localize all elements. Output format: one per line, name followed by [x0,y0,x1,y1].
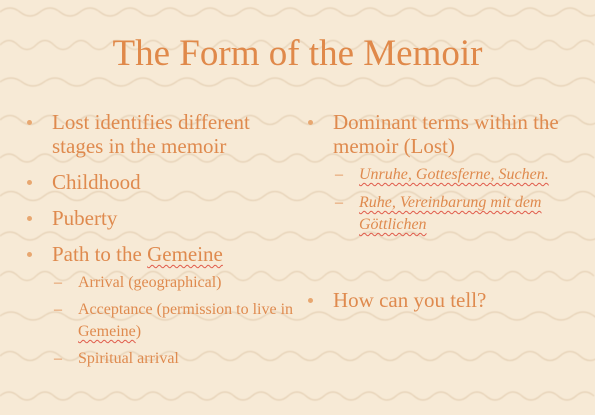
bullet-dot-icon [27,120,32,125]
bullet-item [307,288,577,312]
sub-bullet-text-suffix: ) [135,323,142,340]
sub-bullet-text: Acceptance (permission to live in [78,301,294,318]
left-column [26,110,296,370]
dash-icon: – [54,274,62,291]
bullet-dot-icon [27,180,32,185]
bullet-item [26,110,296,158]
bullet-text: Dominant terms within the memoir (Lost) [333,110,559,158]
slide-title: The Form of the Memoir [112,33,483,74]
bullet-text: Puberty [52,206,118,230]
bullet-text: How can you tell? [333,288,487,312]
gemeine-word: Gemeine [147,242,223,266]
gemeine-word: Gemeine [78,323,136,340]
bullet-text: Childhood [52,170,141,194]
sub-bullet-text: Spiritual arrival [78,350,179,367]
bullet-text: Lost identifies different stages in the memoir [52,110,250,158]
bullet-dot-icon [27,252,32,257]
bullet-item [26,170,296,194]
bullet-item [307,110,577,158]
dash-icon: – [335,166,343,183]
dash-icon: – [54,350,62,367]
bullet-dot-icon [308,120,313,125]
bullet-item [26,206,296,230]
bullet-item [26,242,296,266]
dash-icon: – [54,301,62,318]
sub-bullet-item [50,299,296,343]
right-column [307,110,577,312]
german-terms: Unruhe, Gottesferne, Suchen. [359,166,549,183]
sub-bullet-item [50,272,296,294]
sub-bullet-item [50,348,296,370]
german-terms: Ruhe, Vereinbarung mit dem Göttlichen [359,194,542,233]
sub-bullet-item [331,164,577,186]
bullet-text: Path to the [52,242,148,266]
sub-bullet-item [331,192,577,236]
bullet-dot-icon [27,216,32,221]
sub-bullet-text: Arrival (geographical) [78,274,222,291]
dash-icon: – [335,194,343,211]
bullet-dot-icon [308,298,313,303]
